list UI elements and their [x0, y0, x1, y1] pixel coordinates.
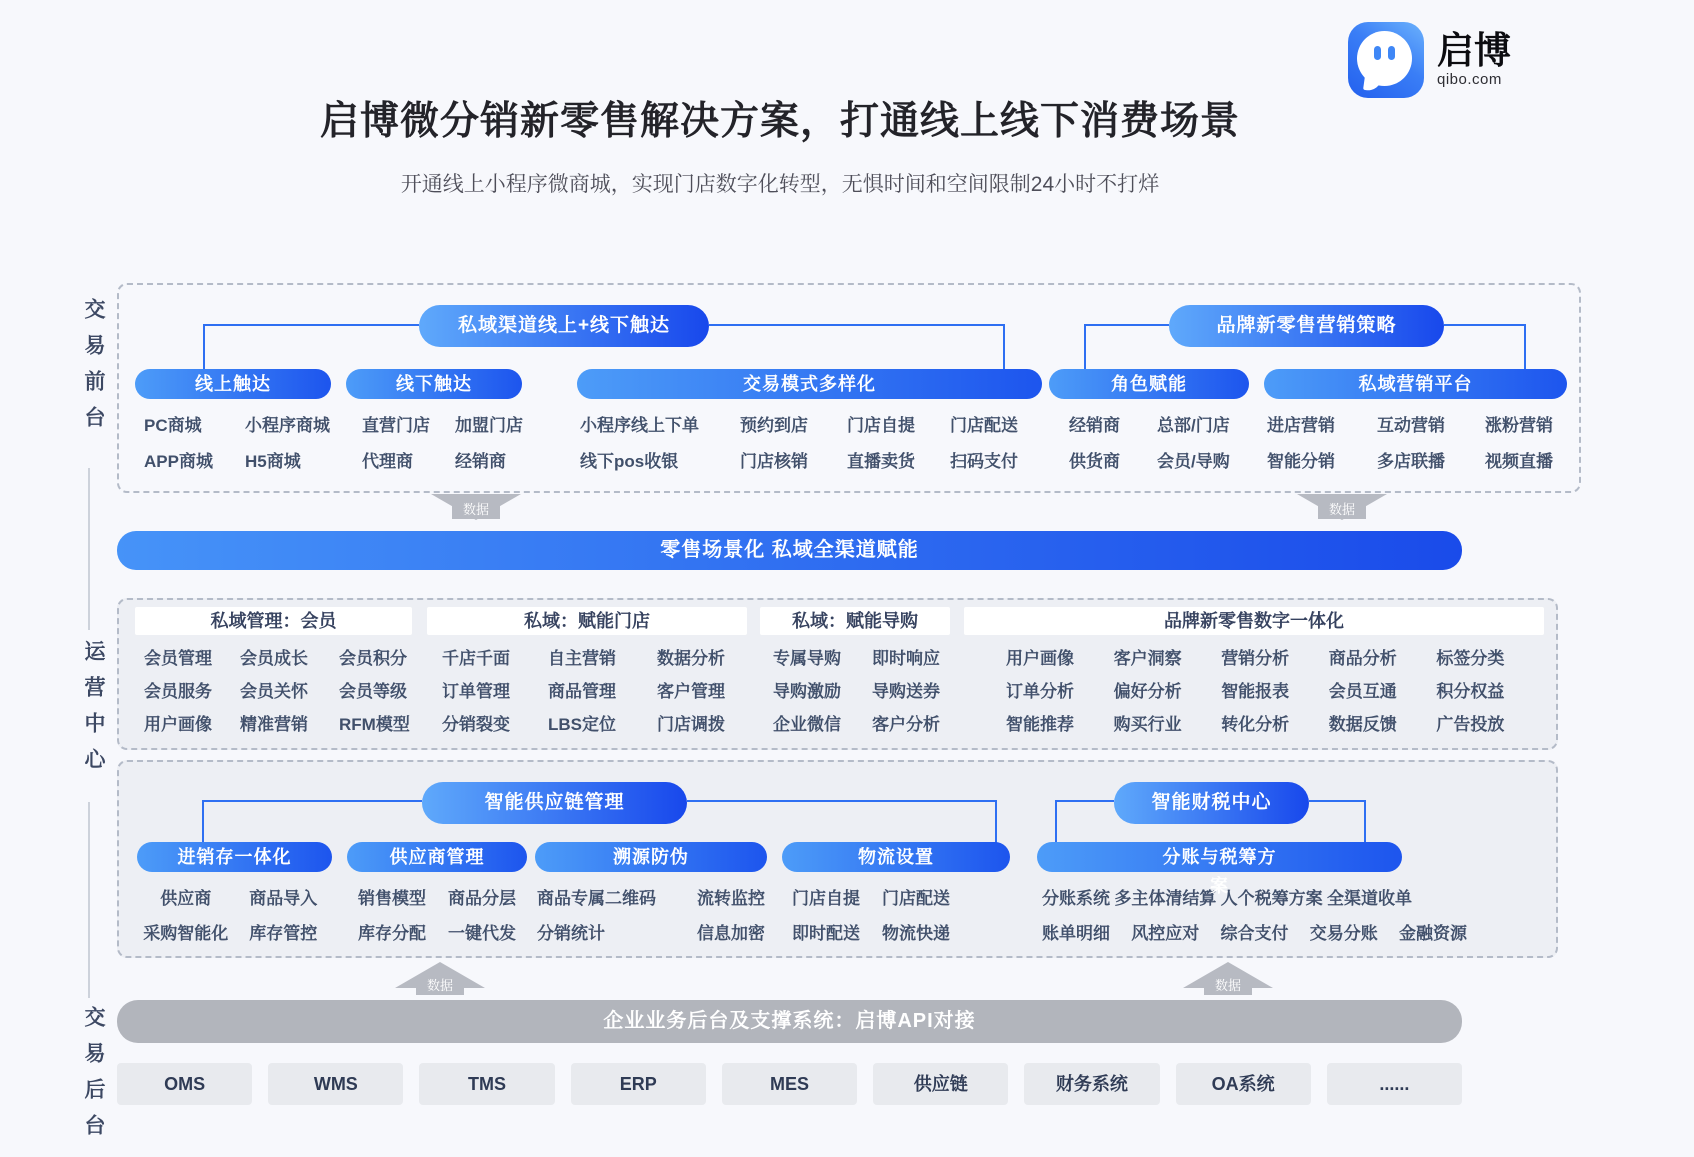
- feature-item: PC商城: [144, 416, 202, 435]
- system-box-wms: WMS: [268, 1063, 403, 1105]
- feature-item: 直营门店: [362, 416, 430, 435]
- group-pill: 私域营销平台: [1264, 369, 1567, 399]
- feature-row: [137, 924, 332, 944]
- feature-item: 信息加密: [697, 924, 765, 943]
- group-role-empower: [1049, 369, 1249, 473]
- feature-item: 订单分析: [1006, 682, 1074, 701]
- feature-item: 购买行业: [1113, 715, 1182, 734]
- feature-item: 自主营销: [548, 649, 616, 668]
- brand-strategy-parent-pill: 品牌新零售营销策略: [1169, 305, 1444, 347]
- feature-item: 综合支付: [1220, 924, 1289, 943]
- feature-item: 智能推荐: [1006, 715, 1074, 734]
- feature-item: 客户分析: [872, 715, 940, 734]
- feature-item: 供货商: [1069, 452, 1120, 471]
- group-trade-modes: [577, 369, 1042, 473]
- system-box-oa: OA系统: [1176, 1063, 1311, 1105]
- operations-section-box: [117, 598, 1558, 750]
- group-purchase-sales-inventory: [137, 842, 332, 944]
- feature-item: 客户洞察: [1113, 649, 1182, 668]
- feature-item: 专属导购: [773, 649, 841, 668]
- feature-item: H5商城: [245, 452, 301, 471]
- feature-row: [1037, 924, 1467, 944]
- feature-item: 一键代发: [448, 924, 516, 943]
- feature-row: [427, 681, 747, 702]
- feature-item: 加盟门店: [455, 416, 523, 435]
- feature-row: [137, 889, 332, 909]
- rail-label-center: 运营中心: [82, 640, 105, 784]
- feature-item: 小程序商城: [245, 416, 330, 435]
- feature-item: 直播卖货: [847, 452, 915, 471]
- data-flow-label: 数据: [452, 501, 500, 519]
- feature-item: 导购送券: [872, 682, 940, 701]
- feature-item: 会员成长: [240, 649, 308, 668]
- feature-row: [760, 714, 950, 735]
- feature-row: [1049, 415, 1249, 437]
- feature-item: 全渠道收单: [1326, 889, 1412, 908]
- group-guide-empower: [760, 607, 950, 735]
- system-box-finance: 财务系统: [1024, 1063, 1159, 1105]
- feature-item: 账单明细: [1042, 924, 1110, 943]
- rail-line: [88, 802, 90, 998]
- feature-item: 多店联播: [1377, 452, 1445, 471]
- feature-row: [577, 451, 1042, 473]
- data-flow-label: 数据: [1204, 977, 1252, 995]
- feature-item: 视频直播: [1485, 452, 1553, 471]
- feature-item: 代理商: [362, 452, 413, 471]
- feature-item: 会员管理: [144, 649, 212, 668]
- feature-item: 互动营销: [1377, 416, 1445, 435]
- data-flow-label: 数据: [416, 977, 464, 995]
- feature-row: [135, 415, 331, 437]
- feature-item: 扫码支付: [950, 452, 1018, 471]
- feature-item: 即时响应: [872, 649, 940, 668]
- feature-item: 销售模型: [358, 889, 426, 908]
- feature-row: [135, 648, 412, 669]
- page-subtitle: 开通线上小程序微商城，实现门店数字化转型，无惧时间和空间限制24小时不打烊: [400, 173, 1160, 196]
- feature-item: 采购智能化: [143, 924, 229, 943]
- feature-item: 门店自提: [847, 416, 915, 435]
- data-flow-up-arrow-icon: [395, 962, 485, 998]
- feature-item: 交易分账: [1309, 924, 1378, 943]
- feature-item: 即时配送: [792, 924, 860, 943]
- feature-item: RFM模型: [339, 715, 410, 734]
- feature-item: 商品导入: [249, 889, 318, 908]
- feature-item: 涨粉营销: [1485, 416, 1553, 435]
- supply-chain-parent-pill: 智能供应链管理: [422, 782, 687, 824]
- data-flow-down-arrow-icon: [1297, 494, 1387, 530]
- feature-item: 库存管控: [249, 924, 318, 943]
- feature-item: 库存分配: [358, 924, 426, 943]
- feature-item: 精准营销: [240, 715, 308, 734]
- feature-item: 商品管理: [548, 682, 616, 701]
- feature-row: [427, 714, 747, 735]
- feature-row: [964, 648, 1544, 669]
- feature-row: [135, 714, 412, 735]
- front-section-box: [117, 283, 1581, 493]
- qibo-logo[interactable]: [1348, 22, 1511, 98]
- group-pill: 进销存一体化: [137, 842, 332, 872]
- feature-item: 经销商: [1069, 416, 1120, 435]
- group-pill: 溯源防伪: [535, 842, 767, 872]
- group-header: 私域：赋能导购: [760, 607, 950, 635]
- data-flow-up-arrow-icon: [1183, 962, 1273, 998]
- feature-row: [964, 681, 1544, 702]
- feature-item: 总部/门店: [1157, 416, 1230, 435]
- feature-item: APP商城: [144, 452, 213, 471]
- feature-item: 智能报表: [1221, 682, 1290, 701]
- data-flow-down-arrow-icon: [431, 494, 521, 530]
- system-box-more: ......: [1327, 1063, 1462, 1105]
- feature-item: 分销裂变: [442, 715, 510, 734]
- feature-item: 导购激励: [773, 682, 841, 701]
- feature-item: 会员关怀: [240, 682, 308, 701]
- group-offline-reach: [346, 369, 522, 473]
- group-ledger-tax: [1037, 842, 1467, 944]
- logo-domain: qibo.com: [1437, 70, 1502, 88]
- group-header: 私域：赋能门店: [427, 607, 747, 635]
- feature-item: 数据分析: [657, 649, 725, 668]
- feature-item: 商品分析: [1328, 649, 1397, 668]
- feature-item: 金融资源: [1399, 924, 1467, 943]
- system-box-erp: ERP: [571, 1063, 706, 1105]
- feature-item: 物流快递: [882, 924, 950, 943]
- group-pill: 供应商管理: [347, 842, 527, 872]
- feature-item: 门店配送: [950, 416, 1018, 435]
- feature-row: [760, 648, 950, 669]
- feature-item: 线下pos收银: [580, 452, 679, 471]
- feature-item: 门店核销: [740, 452, 808, 471]
- feature-item: 偏好分析: [1113, 682, 1182, 701]
- feature-item: 门店调拨: [657, 715, 725, 734]
- feature-item: 门店自提: [792, 889, 860, 908]
- qibo-chat-bubble-icon: [1348, 22, 1424, 98]
- feature-item: 商品分层: [448, 889, 516, 908]
- feature-item: 门店配送: [882, 889, 950, 908]
- feature-row: [135, 451, 331, 473]
- group-pill: 线上触达: [135, 369, 331, 399]
- system-box-oms: OMS: [117, 1063, 252, 1105]
- feature-item: 营销分析: [1221, 649, 1290, 668]
- feature-item: 多主体清结算: [1114, 889, 1217, 908]
- feature-row: [347, 924, 527, 944]
- feature-item: 数据反馈: [1328, 715, 1397, 734]
- feature-item: 积分权益: [1436, 682, 1505, 701]
- feature-item: 人个税筹方案: [1220, 889, 1323, 908]
- feature-item: 客户管理: [657, 682, 725, 701]
- feature-item: 分账系统: [1042, 889, 1110, 908]
- feature-row: [535, 889, 767, 909]
- group-pill: 角色赋能: [1049, 369, 1249, 399]
- pill-overflow-char: 案: [1210, 876, 1228, 896]
- feature-item: 千店千面: [442, 649, 510, 668]
- feature-item: LBS定位: [548, 715, 616, 734]
- group-supplier-management: [347, 842, 527, 944]
- feature-item: 进店营销: [1267, 416, 1335, 435]
- group-pill: 物流设置: [782, 842, 1010, 872]
- backend-api-bar: 企业业务后台及支撑系统：启博API对接: [117, 1000, 1462, 1043]
- system-box-supply-chain: 供应链: [873, 1063, 1008, 1105]
- feature-row: [347, 889, 527, 909]
- feature-item: 企业微信: [773, 715, 841, 734]
- feature-row: [346, 451, 522, 473]
- backend-systems-row: [117, 1063, 1462, 1105]
- group-private-marketing: [1264, 369, 1567, 473]
- group-member-management: [135, 607, 412, 735]
- feature-item: 用户画像: [144, 715, 212, 734]
- channel-reach-parent-pill: 私域渠道线上+线下触达: [419, 305, 709, 347]
- group-trace-antifake: [535, 842, 767, 944]
- feature-item: 供应商: [160, 889, 212, 908]
- feature-row: [964, 714, 1544, 735]
- feature-row: [1264, 451, 1567, 473]
- feature-item: 分销统计: [537, 924, 605, 943]
- feature-row: [346, 415, 522, 437]
- feature-row: [427, 648, 747, 669]
- feature-item: 会员等级: [339, 682, 407, 701]
- feature-item: 预约到店: [740, 416, 808, 435]
- feature-row: [577, 415, 1042, 437]
- fintax-center-parent-pill: 智能财税中心: [1114, 782, 1309, 824]
- group-pill: 线下触达: [346, 369, 522, 399]
- system-box-mes: MES: [722, 1063, 857, 1105]
- feature-item: 转化分析: [1221, 715, 1290, 734]
- data-flow-label: 数据: [1318, 501, 1366, 519]
- feature-item: 用户画像: [1006, 649, 1074, 668]
- feature-item: 流转监控: [697, 889, 765, 908]
- feature-item: 经销商: [455, 452, 506, 471]
- group-store-empower: [427, 607, 747, 735]
- rail-line: [88, 468, 90, 630]
- group-header: 品牌新零售数字一体化: [964, 607, 1544, 635]
- feature-item: 广告投放: [1436, 715, 1505, 734]
- feature-item: 智能分销: [1267, 452, 1335, 471]
- feature-row: [782, 924, 1010, 944]
- rail-label-back: 交易后台: [82, 1006, 105, 1150]
- feature-item: 会员互通: [1328, 682, 1397, 701]
- feature-row: [1049, 451, 1249, 473]
- feature-row: [782, 889, 1010, 909]
- feature-item: 风控应对: [1131, 924, 1200, 943]
- feature-item: 订单管理: [442, 682, 510, 701]
- page-title: 启博微分销新零售解决方案，打通线上线下消费场景: [319, 100, 1240, 143]
- group-digital-integration: [964, 607, 1544, 735]
- feature-row: [1037, 889, 1467, 909]
- group-pill: 分账与税筹方: [1037, 842, 1402, 872]
- group-logistics-setting: [782, 842, 1010, 944]
- feature-row: [760, 681, 950, 702]
- rail-label-front: 交易前台: [82, 298, 105, 442]
- retail-scenario-banner: 零售场景化 私域全渠道赋能: [117, 531, 1462, 570]
- feature-item: 会员积分: [339, 649, 407, 668]
- group-pill: 交易模式多样化: [577, 369, 1042, 399]
- logo-name: 启博: [1437, 30, 1511, 72]
- feature-row: [135, 681, 412, 702]
- system-box-tms: TMS: [419, 1063, 554, 1105]
- feature-item: 商品专属二维码: [537, 889, 656, 908]
- feature-item: 标签分类: [1436, 649, 1505, 668]
- group-online-reach: [135, 369, 331, 473]
- supply-section-box: [117, 760, 1558, 958]
- feature-row: [1264, 415, 1567, 437]
- feature-row: [535, 924, 767, 944]
- feature-item: 会员服务: [144, 682, 212, 701]
- feature-item: 会员/导购: [1157, 452, 1230, 471]
- feature-item: 小程序线上下单: [580, 416, 699, 435]
- group-header: 私域管理：会员: [135, 607, 412, 635]
